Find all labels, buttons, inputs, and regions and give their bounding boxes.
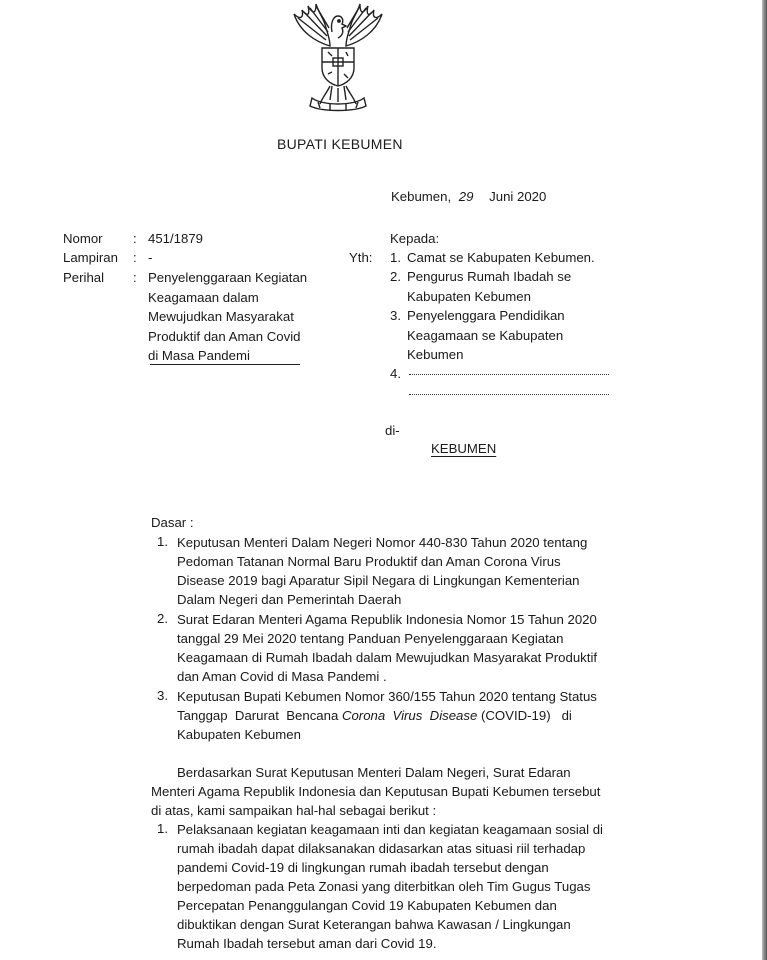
point-num: 1.: [157, 821, 168, 836]
destination-city: KEBUMEN: [431, 441, 497, 456]
dasar-line: Keputusan Bupati Kebumen Nomor 360/155 Tahun 2020 tentang Status: [177, 689, 597, 704]
recipient-num: 2.: [390, 269, 401, 284]
perihal-label: Perihal: [63, 270, 105, 285]
point-line: pandemi Covid-19 di lingkungan rumah ibadah tersebut dengan: [177, 860, 549, 875]
perihal-underline: [150, 364, 300, 365]
recipient-item: [407, 306, 565, 365]
dasar-heading: Dasar :: [151, 515, 194, 530]
recipient-line: Penyelenggara Pendidikan: [407, 308, 565, 323]
point-line: Pelaksanaan kegiatan keagamaan inti dan kegiatan keagamaan sosial di: [177, 822, 603, 837]
dasar-item: [177, 533, 631, 609]
intro-line: Menteri Agama Republik Indonesia dan Keputusan Bupati Kebumen tersebut: [151, 784, 601, 799]
intro-paragraph: [151, 763, 637, 820]
recipient-line: Pengurus Rumah Ibadah se: [407, 269, 572, 284]
nomor-label: Nomor: [63, 231, 103, 246]
kepada-label: Kepada:: [390, 231, 440, 246]
perihal-line: Produktif dan Aman Covid: [148, 328, 301, 344]
lampiran-value: -: [148, 250, 153, 265]
date-month-year: Juni 2020: [489, 189, 547, 204]
dasar-line: Surat Edaran Menteri Agama Republik Indonesia Nomor 15 Tahun 2020: [177, 612, 597, 627]
dasar-line: Kabupaten Kebumen: [177, 727, 301, 742]
recipient-item: [407, 267, 571, 306]
dasar-line: Keputusan Menteri Dalam Negeri Nomor 440-830 Tahun 2020 tentang: [177, 535, 588, 550]
nomor-separator: :: [133, 231, 137, 246]
recipient-line: Kebumen: [407, 347, 464, 362]
recipient-num: 4.: [390, 366, 401, 381]
perihal-line: di Masa Pandemi: [148, 348, 250, 363]
perihal-text: [148, 268, 307, 366]
dasar-line: [177, 706, 637, 725]
dasar-line: Dalam Negeri dan Pemerintah Daerah: [177, 592, 402, 607]
dasar-line: dan Aman Covid di Masa Pandemi .: [177, 669, 387, 684]
recipient-num: 3.: [390, 308, 401, 323]
recipient-line: Keagamaan se Kabupaten: [407, 327, 564, 343]
page-edge-shadow: [762, 0, 767, 960]
recipient-num: 1.: [390, 250, 401, 265]
dasar-line: Keagamaan di Rumah Ibadah dalam Mewujudkan Masyarakat Produktif: [177, 650, 598, 665]
recipient-blank-line: [409, 364, 609, 375]
nomor-value: 451/1879: [148, 231, 204, 246]
recipient-line: Kabupaten Kebumen: [407, 288, 531, 304]
point-line: Rumah Ibadah tersebut aman dari Covid 19.: [177, 936, 437, 951]
point-line: dibuktikan dengan Surat Keterangan bahwa Kawasan / Lingkungan: [177, 917, 571, 932]
recipient-line: Camat se Kabupaten Kebumen.: [407, 250, 595, 265]
dasar-num: 2.: [157, 611, 168, 626]
point-line: Percepatan Penanggulangan Covid 19 Kabupaten Kebumen dan: [177, 898, 557, 913]
dasar-line: Pedoman Tatanan Normal Baru Produktif dan Aman Corona Virus: [177, 554, 561, 569]
yth-label: Yth:: [349, 250, 373, 265]
dasar-line: Disease 2019 bagi Aparatur Sipil Negara di Lingkungan Kementerian: [177, 573, 580, 588]
recipient-blank-line: [409, 384, 609, 395]
di-label: di-: [385, 423, 400, 438]
dasar-num: 3.: [157, 688, 168, 703]
dasar-line-part: Tanggap Darurat Bencana: [177, 708, 342, 723]
point-line: berpedoman pada Peta Zonasi yang diterbitkan oleh Tim Gugus Tugas: [177, 879, 591, 894]
perihal-separator: :: [133, 270, 137, 285]
dasar-line-part: (COVID-19) di: [477, 708, 572, 723]
date-day: 29: [458, 189, 474, 204]
intro-line: di atas, kami sampaikan hal-hal sebagai berikut :: [151, 803, 437, 818]
dasar-num: 1.: [157, 534, 168, 549]
point-line: rumah ibadah dapat dilaksanakan didasarkan atas situasi riil terhadap: [177, 841, 586, 856]
perihal-line: Penyelenggaraan Kegiatan: [148, 270, 308, 285]
dasar-line-italic: Corona Virus Disease: [341, 708, 478, 723]
date-place: Kebumen,: [391, 189, 452, 204]
dasar-line: tanggal 29 Mei 2020 tentang Panduan Penyelenggaraan Kegiatan: [177, 631, 564, 646]
intro-line: Berdasarkan Surat Keputusan Menteri Dalam Negeri, Surat Edaran: [177, 765, 571, 780]
perihal-line: Keagamaan dalam: [148, 289, 259, 305]
dasar-item: [177, 610, 637, 686]
letter-title: BUPATI KEBUMEN: [277, 136, 403, 152]
date-line: [391, 189, 546, 204]
dasar-item: [177, 687, 637, 744]
garuda-emblem-icon: [286, 2, 390, 112]
perihal-line: Mewujudkan Masyarakat: [148, 309, 294, 324]
lampiran-label: Lampiran: [63, 250, 118, 265]
lampiran-separator: :: [133, 250, 137, 265]
point-item: [177, 820, 637, 953]
